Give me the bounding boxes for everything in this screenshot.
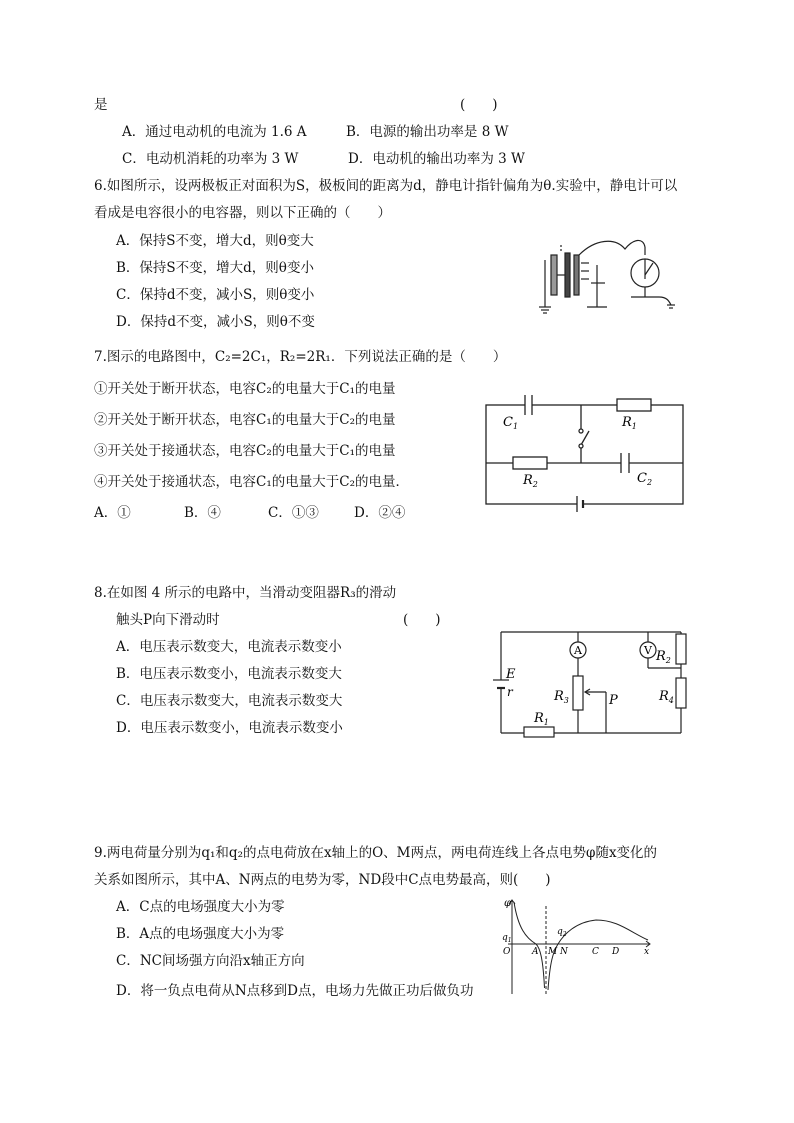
- q8-answer-paren: ( ): [403, 612, 441, 628]
- svg-text:R1: $R_1$: [534, 711, 549, 727]
- q6-option-a: A．保持S不变，增大d，则θ变大: [116, 233, 314, 249]
- q6-option-c: C．保持d不变，减小S，则θ变小: [116, 287, 315, 303]
- q6-stem-line2: 看成是电容很小的电容器，则以下正确的（ ）: [94, 205, 391, 221]
- q8-stem-line1: 8.在如图 4 所示的电路中，当滑动变阻器R₃的滑动: [94, 585, 397, 601]
- q6-capacitor-electroscope-figure: [535, 235, 685, 317]
- svg-text:q1: $q_1$: [502, 933, 512, 944]
- q7-statement-2: ②开关处于断开状态，电容C₁的电量大于C₂的电量: [94, 412, 396, 428]
- q7-stem: 7.图示的电路图中，C₂=2C₁，R₂=2R₁．下列说法正确的是（ ）: [94, 349, 507, 365]
- svg-text:r: r: [507, 685, 513, 699]
- q6-option-d: D．保持d不变，减小S，则θ不变: [116, 314, 315, 330]
- svg-text:A: A: [574, 644, 582, 657]
- q9-potential-graph: [500, 898, 655, 998]
- svg-text:E: E: [506, 667, 516, 682]
- q7-circuit-figure: [485, 398, 685, 508]
- svg-text:φ: φ: [504, 898, 512, 909]
- svg-text:R2: $R_2$: [656, 649, 671, 665]
- svg-text:C: C: [592, 947, 599, 957]
- svg-text:C1: $C_1$: [503, 415, 519, 431]
- q6-option-b: B．保持S不变，增大d，则θ变小: [116, 260, 314, 276]
- q7-option-b: B．④: [184, 505, 221, 521]
- q5-option-d: D．电动机的输出功率为 3 W: [348, 151, 525, 167]
- q7-option-d: D．②④: [354, 505, 406, 521]
- q9-option-c: C．NC间场强方向沿x轴正方向: [116, 953, 305, 969]
- svg-text:R2: $R_2$: [523, 473, 538, 489]
- q5-option-c: C．电动机消耗的功率为 3 W: [122, 151, 299, 167]
- svg-text:D: D: [612, 947, 620, 957]
- q8-option-d: D．电压表示数变小，电流表示数变小: [116, 720, 343, 736]
- q7-statement-3: ③开关处于接通状态，电容C₂的电量大于C₁的电量: [94, 443, 396, 459]
- q9-option-b: B．A点的电场强度大小为零: [116, 926, 285, 942]
- q5-answer-paren: ( ): [460, 97, 498, 113]
- q7-option-c: C．①③: [268, 505, 319, 521]
- q6-stem-line1: 6.如图所示，设两极板正对面积为S，极板间的距离为d，静电计指针偏角为θ.实验中，静电计可以: [94, 178, 678, 194]
- q5-option-b: B．电源的输出功率是 8 W: [346, 124, 509, 140]
- svg-text:N: N: [560, 947, 568, 957]
- q9-option-d: D．将一负点电荷从N点移到D点，电场力先做正功后做负功: [116, 983, 474, 999]
- q8-option-a: A．电压表示数变大，电流表示数变小: [116, 639, 342, 655]
- svg-text:R3: $R_3$: [554, 689, 569, 705]
- q8-option-b: B．电压表示数变小，电流表示数变大: [116, 666, 342, 682]
- q7-statement-4: ④开关处于接通状态，电容C₁的电量大于C₂的电量．: [94, 474, 409, 490]
- svg-text:O: O: [503, 947, 511, 957]
- q8-circuit-figure: [498, 628, 688, 738]
- svg-text:M: M: [548, 947, 558, 957]
- q9-stem-line2: 关系如图所示，其中A、N两点的电势为零，ND段中C点电势最高，则( ): [94, 872, 551, 888]
- q8-stem-line2: 触头P向下滑动时: [116, 612, 220, 628]
- q5-option-a: A．通过电动机的电流为 1.6 A: [122, 124, 307, 140]
- svg-text:q2: $q_2$: [557, 927, 567, 938]
- q9-stem-line1: 9.两电荷量分别为q₁和q₂的点电荷放在x轴上的O、M两点，两电荷连线上各点电势φ随x变化的: [94, 845, 658, 861]
- q7-option-a: A．①: [94, 505, 131, 521]
- svg-text:x: x: [644, 947, 650, 957]
- svg-text:R4: $R_4$: [659, 689, 674, 705]
- q5-continuation: 是: [94, 97, 108, 113]
- q8-option-c: C．电压表示数变大，电流表示数变大: [116, 693, 343, 709]
- q9-option-a: A．C点的电场强度大小为零: [116, 899, 285, 915]
- svg-text:A: A: [532, 947, 539, 957]
- svg-text:V: V: [644, 644, 652, 657]
- svg-text:C2: $C_2$: [637, 471, 653, 487]
- svg-text:P: P: [609, 693, 618, 708]
- q7-statement-1: ①开关处于断开状态，电容C₂的电量大于C₁的电量: [94, 381, 396, 397]
- svg-text:R1: $R_1$: [622, 415, 637, 431]
